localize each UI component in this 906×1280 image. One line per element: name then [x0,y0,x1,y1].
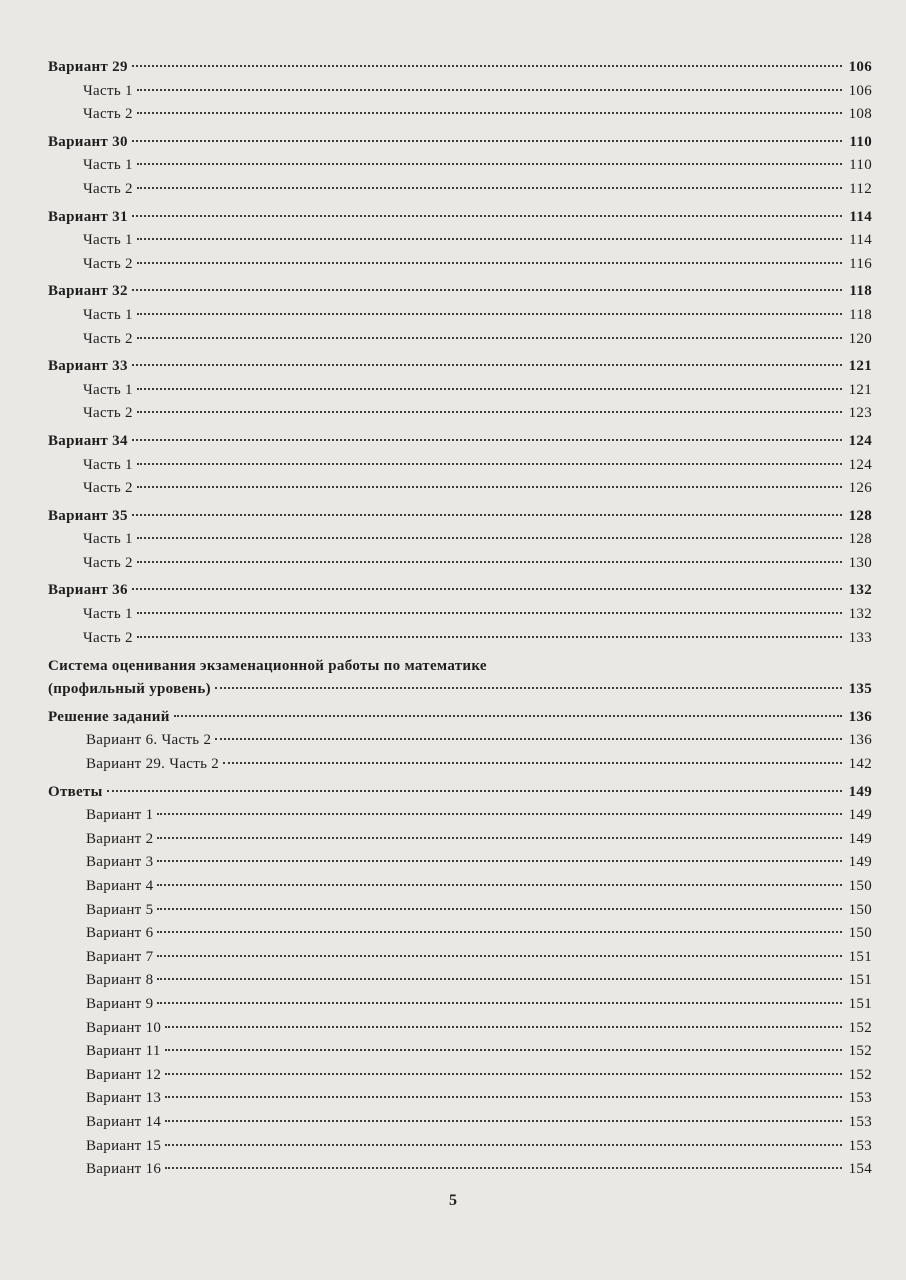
toc-entry-label: Вариант 35 [48,507,128,524]
toc-page-number: 110 [849,157,872,174]
toc-entry-label: Вариант 15 [86,1137,162,1154]
toc-entry-variant-31[interactable] [48,206,872,230]
toc-entry-variant-34[interactable] [48,430,872,454]
dot-leader [165,1096,842,1098]
dot-leader [174,715,842,717]
toc-page-number: 110 [849,133,872,150]
toc-entry-answer-item[interactable] [48,875,872,899]
toc-entry-label: Вариант 6 [86,925,154,942]
dot-leader [157,813,842,815]
toc-page-number: 149 [848,854,872,871]
toc-entry-grading[interactable] [48,678,872,702]
toc-entry-part[interactable] [48,253,872,277]
dot-leader [157,1002,842,1004]
toc-entry-label: Часть 2 [83,106,133,123]
toc-page-number: 106 [848,59,872,75]
dot-leader [157,860,842,862]
toc-entry-label: Вариант 1 [86,807,154,824]
toc-entry-part[interactable] [48,229,872,253]
toc-entry-part[interactable] [48,80,872,104]
toc-entry-label: Вариант 31 [48,208,128,225]
toc-entry-label: Вариант 9 [86,995,154,1012]
toc-entry-answer-item[interactable] [48,1040,872,1064]
toc-page-number: 151 [848,948,872,965]
toc-entry-part[interactable] [48,103,872,127]
toc-entry-label: Вариант 29 [48,59,128,75]
toc-entry-label: Вариант 30 [48,133,128,150]
dot-leader [215,687,842,689]
dot-leader [157,955,842,957]
toc-page-number: 136 [848,708,872,725]
toc-entry-label: Вариант 36 [48,582,128,599]
toc-entry-label: Решение заданий [48,708,170,725]
toc-entry-label: Часть 1 [83,531,133,548]
toc-entry-label: Вариант 2 [86,830,154,847]
toc-page-number: 118 [849,283,872,300]
toc-entry-label: Часть 1 [83,157,133,174]
dot-leader [165,1073,842,1075]
toc-page-number: 116 [849,255,872,272]
dot-leader [132,514,842,516]
toc-page-number: 152 [848,1066,872,1083]
toc-page-number: 135 [848,681,872,698]
toc-entry-answer-item[interactable] [48,804,872,828]
dot-leader [137,262,842,264]
dot-leader [137,486,842,488]
toc-entry-label: Часть 1 [83,306,133,323]
toc-page-number: 150 [848,901,872,918]
toc-entry-label: Вариант 10 [86,1019,162,1036]
toc-entry-part[interactable] [48,304,872,328]
toc-page-number: 128 [848,531,872,548]
toc-page-number: 154 [848,1161,872,1178]
toc-entry-label: Часть 1 [83,232,133,249]
toc-entry-label: Часть 2 [83,405,133,422]
toc-entry-answer-item[interactable] [48,1087,872,1111]
toc-page-number: 153 [848,1090,872,1107]
toc-page-number: 151 [848,972,872,989]
dot-leader [165,1144,842,1146]
toc-page-number: 150 [848,878,872,894]
toc-entry-part[interactable] [48,178,872,202]
dot-leader [132,364,842,366]
dot-leader [137,537,842,539]
toc-entry-part[interactable] [48,477,872,501]
toc-entry-label: Вариант 11 [86,1043,161,1060]
toc-page-number: 121 [848,381,872,398]
dot-leader [165,1167,842,1169]
toc-page-number: 150 [848,925,872,942]
dot-leader [157,908,842,910]
toc-entry-variant-35[interactable] [48,505,872,529]
toc-entry-part[interactable] [48,528,872,552]
toc-entry-label: Вариант 12 [86,1066,162,1083]
toc-entry-label: Вариант 14 [86,1113,162,1130]
dot-leader [137,411,842,413]
toc-page-number: 124 [848,456,872,473]
dot-leader [165,1026,842,1028]
toc-entry-label: Часть 1 [83,82,133,99]
dot-leader [132,65,842,67]
table-of-contents [48,56,872,1182]
dot-leader [137,463,842,465]
dot-leader [137,89,842,91]
toc-entry-part[interactable] [48,552,872,576]
toc-entry-solution-item[interactable] [48,729,872,753]
toc-entry-label: Часть 1 [83,381,133,398]
toc-entry-answer-item[interactable] [48,851,872,875]
toc-entry-variant-33[interactable] [48,355,872,379]
toc-entry-label: Часть 2 [83,330,133,347]
toc-entry-variant-30[interactable] [48,131,872,155]
dot-leader [137,388,842,390]
toc-entry-part[interactable] [48,603,872,627]
toc-entry-label: Вариант 6. Часть 2 [86,732,212,749]
toc-entry-solutions[interactable] [48,706,872,730]
toc-entry-answer-item[interactable] [48,922,872,946]
dot-leader [165,1120,842,1122]
dot-leader [132,289,842,291]
toc-page-number: 108 [848,106,872,123]
toc-entry-label: Вариант 8 [86,972,154,989]
dot-leader [215,738,842,740]
toc-entry-answer-item[interactable] [48,1017,872,1041]
toc-page-number: 128 [848,507,872,524]
toc-entry-solution-item[interactable] [48,753,872,777]
toc-page-number: 149 [848,830,872,847]
toc-page-number: 118 [849,306,872,323]
toc-entry-variant-32[interactable] [48,280,872,304]
toc-page-number: 106 [848,82,872,99]
dot-leader [137,187,842,189]
toc-page-number: 114 [849,208,872,225]
toc-page-number: 114 [849,232,872,249]
dot-leader [137,612,842,614]
toc-entry-part[interactable] [48,627,872,651]
toc-page-number: 132 [848,606,872,623]
toc-entry-label: Вариант 4 [86,878,154,894]
toc-entry-label: (профильный уровень) [48,681,211,698]
toc-entry-label: Часть 2 [83,554,133,571]
dot-leader [137,636,842,638]
toc-entry-label: Часть 2 [83,255,133,272]
toc-entry-label: Часть 2 [83,629,133,646]
dot-leader [137,163,842,165]
toc-entry-label: Вариант 33 [48,358,128,375]
toc-entry-part[interactable] [48,154,872,178]
toc-entry-part[interactable] [48,402,872,426]
toc-page-number: 152 [848,1019,872,1036]
dot-leader [137,337,842,339]
toc-page-number: 149 [848,807,872,824]
dot-leader [137,112,842,114]
toc-entry-label: Вариант 29. Часть 2 [86,756,220,773]
toc-entry-answer-item[interactable] [48,828,872,852]
toc-page-number: 120 [848,330,872,347]
toc-page-number: 151 [848,995,872,1012]
dot-leader [132,588,842,590]
toc-entry-label: Вариант 7 [86,948,154,965]
dot-leader [157,931,842,933]
toc-page-number: 153 [848,1137,872,1154]
toc-entry-answer-item[interactable] [48,969,872,993]
toc-entry-label: Вариант 13 [86,1090,162,1107]
toc-entry-answer-item[interactable] [48,993,872,1017]
toc-entry-label: Вариант 32 [48,283,128,300]
toc-entry-part[interactable] [48,328,872,352]
toc-page-number: 132 [848,582,872,599]
toc-entry-answer-item[interactable] [48,899,872,923]
toc-entry-answer-item[interactable] [48,946,872,970]
toc-entry-part[interactable] [48,454,872,478]
dot-leader [157,978,842,980]
toc-page-number: 124 [848,432,872,449]
toc-entry-grading-title[interactable]: Система оценивания экзаменационной работы по математике [48,658,487,675]
toc-entry-answer-item[interactable] [48,1064,872,1088]
toc-entry-label: Часть 1 [83,606,133,623]
toc-page-number: 126 [848,480,872,497]
toc-entry-label: Вариант 5 [86,901,154,918]
toc-page-number: 149 [848,783,872,800]
toc-entry-label: Вариант 3 [86,854,154,871]
dot-leader [137,561,842,563]
dot-leader [165,1049,842,1051]
dot-leader [132,439,842,441]
toc-page-number: 112 [849,180,872,197]
toc-entry-answer-item[interactable] [48,1158,872,1182]
toc-entry-label: Часть 1 [83,456,133,473]
toc-page-number: 133 [848,629,872,646]
page-number: 5 [449,1192,457,1209]
toc-page-number: 123 [848,405,872,422]
dot-leader [137,313,842,315]
dot-leader [132,215,842,217]
toc-entry-answer-item[interactable] [48,1111,872,1135]
toc-page-number: 153 [848,1113,872,1130]
dot-leader [132,140,842,142]
dot-leader [137,238,842,240]
toc-page-number: 136 [848,732,872,749]
dot-leader [223,762,842,764]
toc-entry-label: Вариант 34 [48,432,128,449]
toc-entry-label: Вариант 16 [86,1161,162,1178]
toc-page-number: 142 [848,756,872,773]
toc-entry-label: Часть 2 [83,180,133,197]
toc-entry-answers[interactable] [48,781,872,805]
dot-leader [157,837,842,839]
toc-entry-answer-item[interactable] [48,1135,872,1159]
toc-entry-variant-29[interactable] [48,56,872,80]
toc-entry-part[interactable] [48,379,872,403]
toc-entry-label: Ответы [48,783,103,800]
toc-entry-label: Часть 2 [83,480,133,497]
toc-entry-variant-36[interactable] [48,579,872,603]
dot-leader [157,884,842,886]
toc-page-number: 121 [848,358,872,375]
dot-leader [107,790,842,792]
toc-page-number: 152 [848,1043,872,1060]
toc-page-number: 130 [848,554,872,571]
